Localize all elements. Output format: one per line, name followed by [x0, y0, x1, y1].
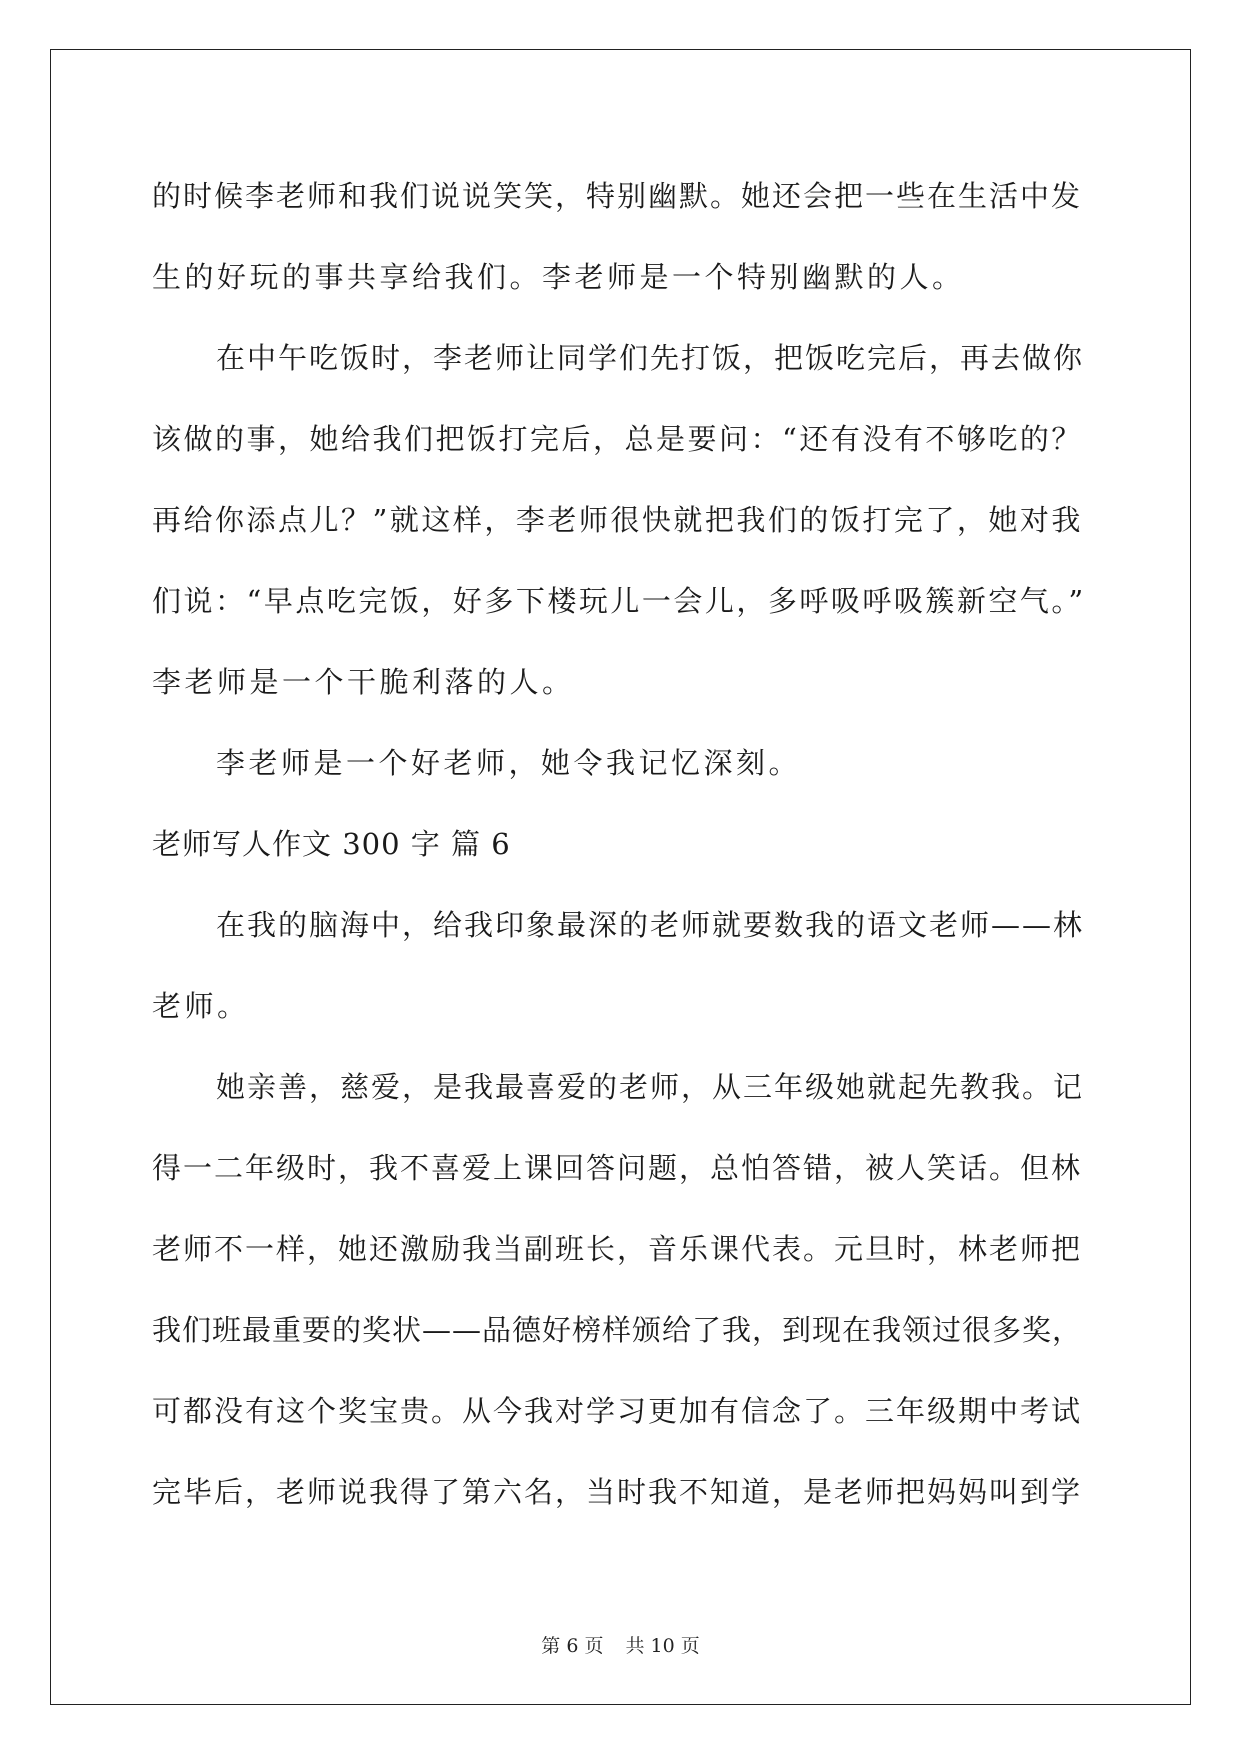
text-line: 完毕后，老师说我得了第六名，当时我不知道，是老师把妈妈叫到学 [152, 1475, 1083, 1509]
text-line: 的时候李老师和我们说说笑笑，特别幽默。她还会把一些在生活中发 [152, 179, 1083, 213]
text-line: 再给你添点儿？”就这样，李老师很快就把我们的饭打完了，她对我 [152, 503, 1083, 537]
text-line: 可都没有这个奖宝贵。从今我对学习更加有信念了。三年级期中考试 [152, 1394, 1083, 1428]
text-line: 老师。 [152, 989, 250, 1023]
text-line: 老师不一样，她还激励我当副班长，音乐课代表。元旦时，林老师把 [152, 1232, 1083, 1266]
paragraph-start-line: 李老师是一个好老师，她令我记忆深刻。 [216, 746, 802, 780]
page-number: 第 6 页 [541, 1635, 604, 1657]
page-total: 共 10 页 [625, 1635, 700, 1657]
document-body [152, 156, 1092, 1533]
paragraph-start-line: 在中午吃饭时，李老师让同学们先打饭，把饭吃完后，再去做你 [216, 341, 1085, 375]
text-line: 得一二年级时，我不喜爱上课回答问题，总怕答错，被人笑话。但林 [152, 1151, 1083, 1185]
text-line: 们说：“早点吃完饭，好多下楼玩儿一会儿，多呼吸呼吸簇新空气。” [152, 584, 1086, 618]
page-footer [0, 1631, 1241, 1658]
text-line: 生的好玩的事共享给我们。李老师是一个特别幽默的人。 [152, 260, 965, 294]
text-line: 该做的事，她给我们把饭打完后，总是要问：“还有没有不够吃的？ [152, 422, 1083, 456]
paragraph-start-line: 她亲善，慈爱，是我最喜爱的老师，从三年级她就起先教我。记 [216, 1070, 1085, 1104]
text-line: 我们班最重要的奖状——品德好榜样颁给了我，到现在我领过很多奖， [152, 1313, 1083, 1347]
text-line: 李老师是一个干脆利落的人。 [152, 665, 575, 699]
paragraph-start-line: 在我的脑海中，给我印象最深的老师就要数我的语文老师——林 [216, 908, 1085, 942]
section-heading: 老师写人作文 300 字 篇 6 [152, 827, 511, 861]
